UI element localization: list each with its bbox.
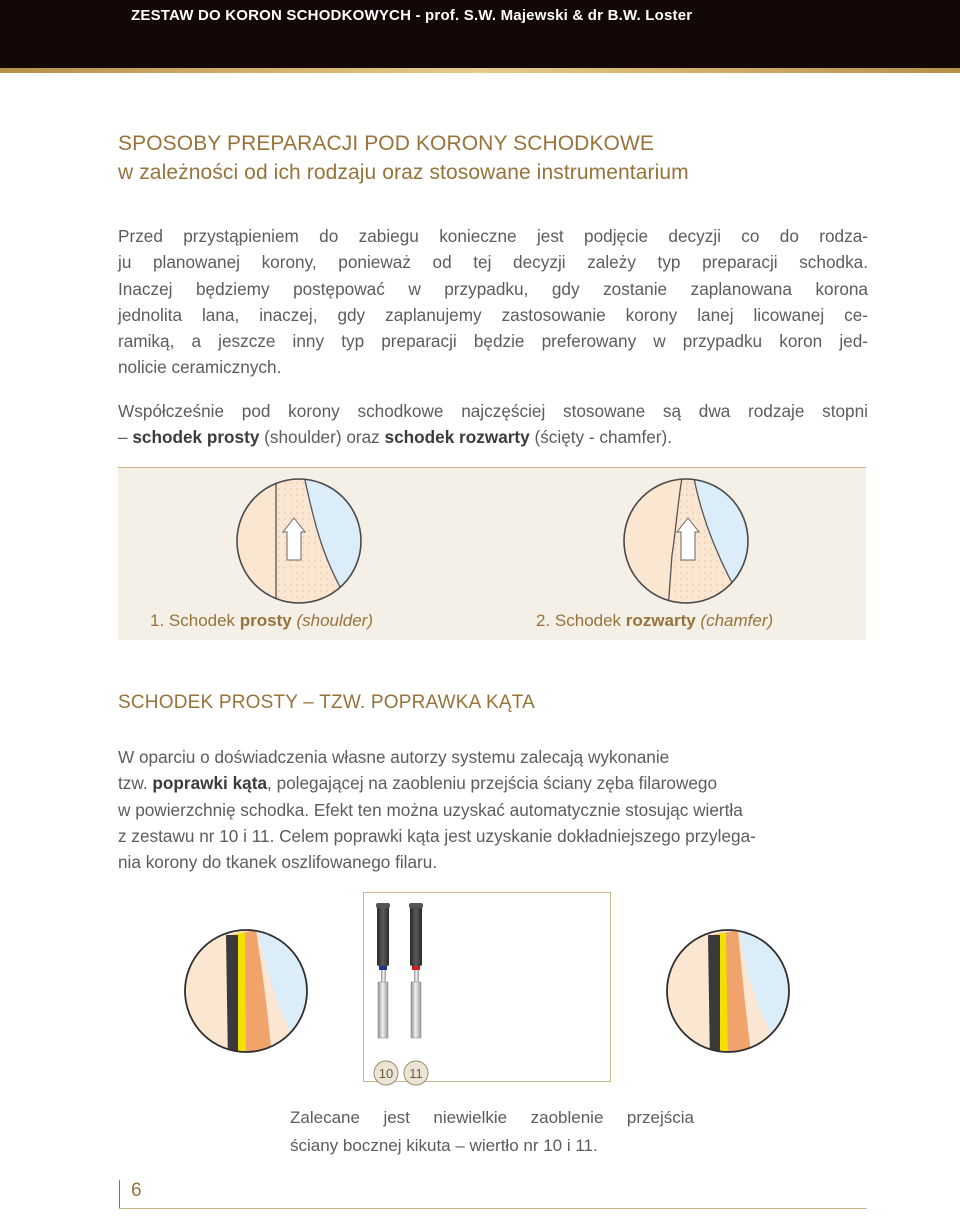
intro-line: nolicie ceramicznych. <box>118 357 282 378</box>
body-line: nia korony do tkanek oszlifowanego filaru. <box>118 852 438 873</box>
page-number-bar <box>119 1180 120 1208</box>
header-title: ZESTAW DO KORON SCHODKOWYCH - prof. S.W. Majewski & dr B.W. Loster <box>131 7 693 24</box>
intro-line: jednolita lana, inaczej, gdy zaplanujemy zastosowanie korony lanej licowanej ce- <box>118 304 868 325</box>
caption-line: Zalecane jest niewielkie zaoblenie przejścia <box>290 1108 694 1127</box>
drill-10 <box>376 903 390 1038</box>
keyword-chamfer: schodek rozwarty <box>384 427 530 448</box>
text-run: 1. Schodek <box>150 611 240 630</box>
page-number: 6 <box>131 1180 142 1201</box>
text-run: tzw. <box>118 773 153 794</box>
caption-term: (chamfer) <box>695 611 774 630</box>
text-run: (ścięty - chamfer). <box>529 427 673 448</box>
text-run: – <box>118 427 133 448</box>
footer-rule <box>119 1208 867 1209</box>
subsection-title: SCHODEK PROSTY – TZW. POPRAWKA KĄTA <box>118 692 535 713</box>
steps-line: Współcześnie pod korony schodkowe najczęściej stosowane są dwa rodzaje stopni <box>118 401 868 421</box>
body-line: z zestawu nr 10 i 11. Celem poprawki kąta jest uzyskanie dokładniejszego przylega- <box>118 825 756 846</box>
intro-line: Inaczej będziemy postępować w przypadku, gdy zostanie zaplanowana korona <box>118 278 868 299</box>
intro-line: ju planowanej korony, ponieważ od tej decyzji zależy typ preparacji schodka. <box>118 252 868 273</box>
caption-keyword: rozwarty <box>625 611 696 630</box>
section-title: SPOSOBY PREPARACJI POD KORONY SCHODKOWE <box>118 132 655 155</box>
caption-line: ściany bocznej kikuta – wiertło nr 10 i 11. <box>290 1136 598 1155</box>
body-line: W oparciu o doświadczenia własne autorzy systemu zalecają wykonanie <box>118 747 670 767</box>
keyword-angle-correction: poprawki kąta <box>152 773 268 794</box>
caption-keyword: prosty <box>239 611 292 630</box>
intro-line: ramiką, a jeszcze inny typ preparacji będzie preferowany w przypadku koron jed- <box>118 331 868 352</box>
drill-11 <box>409 903 423 1038</box>
drill-10-label: 10 <box>378 1066 394 1081</box>
body-line: w powierzchnię schodka. Efekt ten można uzyskać automatycznie stosując wiertła <box>118 799 743 820</box>
text-run: 2. Schodek <box>536 611 626 630</box>
caption-term: (shoulder) <box>291 611 374 630</box>
drill-11-label: 11 <box>409 1066 423 1081</box>
text-run: , polegającej na zaobleniu przejścia ściany zęba filarowego <box>267 773 718 794</box>
text-run: (shoulder) oraz <box>259 427 385 448</box>
section-subtitle: w zależności od ich rodzaju oraz stosowane instrumentarium <box>118 161 689 184</box>
figure-caption <box>290 1104 694 1160</box>
keyword-shoulder: schodek prosty <box>132 427 260 448</box>
intro-line: Przed przystąpieniem do zabiegu konieczne jest podjęcie decyzji co do rodza- <box>118 226 868 246</box>
